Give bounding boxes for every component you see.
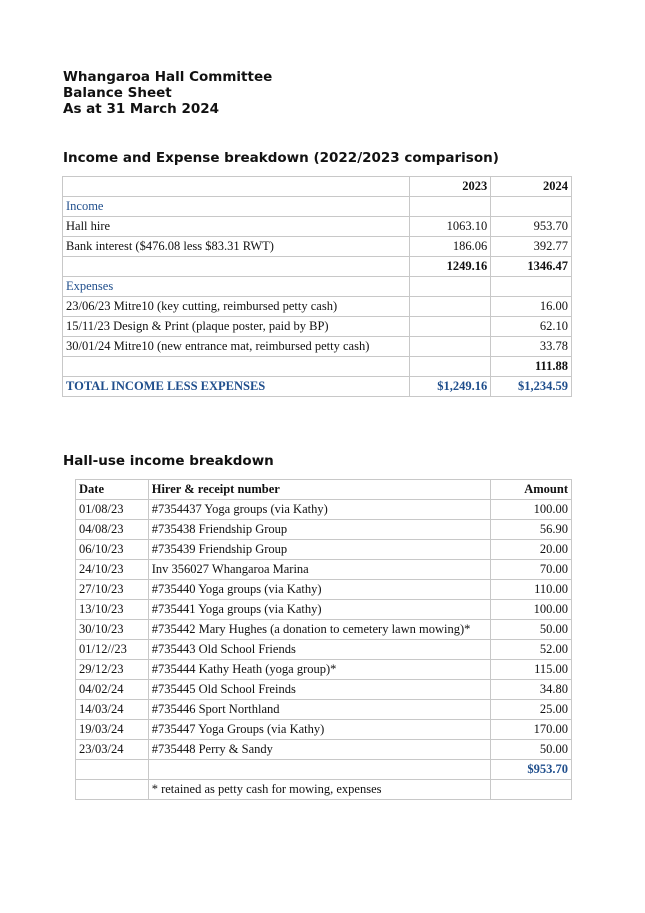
total-label: TOTAL INCOME LESS EXPENSES [63, 377, 410, 397]
section2-title: Hall-use income breakdown [63, 453, 274, 469]
table-row: 29/12/23 #735444 Kathy Heath (yoga group)* 115.00 [76, 660, 572, 680]
document-type: Balance Sheet [63, 85, 172, 101]
expenses-label-row [63, 277, 572, 297]
table-row: 01/12//23 #735443 Old School Friends 52.00 [76, 640, 572, 660]
hall-income-total: $953.70 [491, 760, 572, 780]
income-label-row [63, 197, 572, 217]
income-total-2024: 1346.47 [491, 257, 572, 277]
table-row: 06/10/23 #735439 Friendship Group 20.00 [76, 540, 572, 560]
table-row: 13/10/23 #735441 Yoga groups (via Kathy) 100.00 [76, 600, 572, 620]
expense-total-2024: 111.88 [491, 357, 572, 377]
table-header-row [76, 480, 572, 500]
table-row: Bank interest ($476.08 less $83.31 RWT) 186.06 392.77 [63, 237, 572, 257]
column-2023: 2023 [409, 177, 491, 197]
income-label: Income [63, 197, 410, 217]
hall-use-table [75, 479, 572, 800]
total-2023: $1,249.16 [409, 377, 491, 397]
income-expense-table [62, 176, 572, 397]
income-total-row [63, 257, 572, 277]
table-row: 04/02/24 #735445 Old School Freinds 34.80 [76, 680, 572, 700]
table-row: 30/01/24 Mitre10 (new entrance mat, reimbursed petty cash) 33.78 [63, 337, 572, 357]
grand-total-row [63, 377, 572, 397]
expenses-label: Expenses [63, 277, 410, 297]
table-row: 04/08/23 #735438 Friendship Group 56.90 [76, 520, 572, 540]
column-date: Date [76, 480, 149, 500]
document-date: As at 31 March 2024 [63, 101, 220, 117]
hall-total-row [76, 760, 572, 780]
committee-name: Whangaroa Hall Committee [63, 69, 273, 85]
expense-total-row [63, 357, 572, 377]
column-amount: Amount [491, 480, 572, 500]
table-row: 23/06/23 Mitre10 (key cutting, reimbursed petty cash) 16.00 [63, 297, 572, 317]
table-header-row [63, 177, 572, 197]
document-header [63, 69, 272, 117]
table-row: 23/03/24 #735448 Perry & Sandy 50.00 [76, 740, 572, 760]
table-row: 30/10/23 #735442 Mary Hughes (a donation to cemetery lawn mowing)* 50.00 [76, 620, 572, 640]
table-row: 15/11/23 Design & Print (plaque poster, paid by BP) 62.10 [63, 317, 572, 337]
table-row: 14/03/24 #735446 Sport Northland 25.00 [76, 700, 572, 720]
table-row: Hall hire 1063.10 953.70 [63, 217, 572, 237]
table-row: 19/03/24 #735447 Yoga Groups (via Kathy) 170.00 [76, 720, 572, 740]
table-row: 24/10/23 Inv 356027 Whangaroa Marina 70.00 [76, 560, 572, 580]
table-row: 27/10/23 #735440 Yoga groups (via Kathy) 110.00 [76, 580, 572, 600]
footnote-row [76, 780, 572, 800]
column-2024: 2024 [491, 177, 572, 197]
total-2024: $1,234.59 [491, 377, 572, 397]
table-row: 01/08/23 #7354437 Yoga groups (via Kathy) 100.00 [76, 500, 572, 520]
section1-title: Income and Expense breakdown (2022/2023 comparison) [63, 150, 499, 166]
income-total-2023: 1249.16 [409, 257, 491, 277]
footnote: * retained as petty cash for mowing, expenses [148, 780, 491, 800]
column-hirer: Hirer & receipt number [148, 480, 491, 500]
